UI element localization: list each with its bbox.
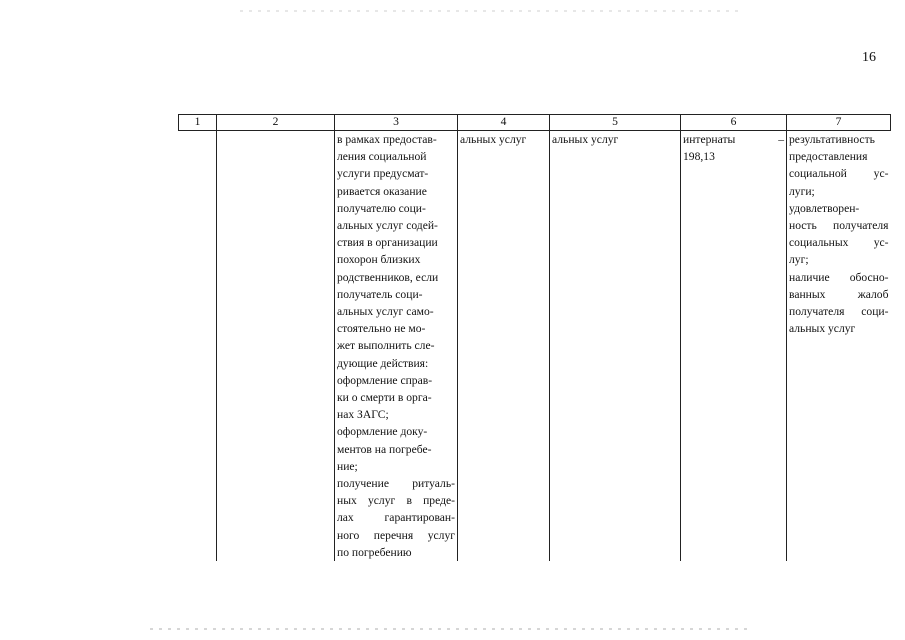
service-description-line: жет выполнить сле- [337, 339, 435, 353]
cell-tariff [681, 131, 787, 562]
service-description-line: в рамках предостав- [337, 133, 437, 146]
service-description-line: дующие действия: [337, 356, 429, 370]
service-description-line: ления социальной [337, 150, 427, 164]
col-header-4: 4 [458, 115, 550, 131]
col-header-7: 7 [787, 115, 891, 131]
tariff-value: 198,13 [683, 150, 715, 164]
service-description-lines [337, 131, 455, 561]
quality-indicator-line: результативность [789, 133, 875, 146]
service-description-line: получение ритуаль- [337, 477, 455, 491]
cell-col-2 [217, 131, 335, 562]
service-description-line: альных услуг само- [337, 305, 434, 319]
service-description-line: нах ЗАГС; [337, 408, 389, 422]
service-description-line: лах гарантирован- [337, 511, 455, 525]
service-description-line: услуги предусмат- [337, 167, 429, 181]
col4-text: альных услуг [460, 133, 527, 146]
service-description-line: ние; [337, 459, 358, 473]
col-header-2: 2 [217, 115, 335, 131]
cell-col-4 [458, 131, 550, 562]
cell-quality-indicators [787, 131, 891, 562]
table-header-row [179, 115, 891, 131]
col-header-6: 6 [681, 115, 787, 131]
quality-indicator-line: ность получателя [789, 219, 889, 233]
scan-artifact-bottom [150, 628, 750, 630]
services-table-grid [178, 114, 891, 561]
service-description-line: ствия в организации [337, 236, 438, 250]
service-description-line: оформление доку- [337, 425, 428, 439]
service-description-line: ных услуг в преде- [337, 494, 455, 508]
service-description-line: стоятельно не мо- [337, 322, 426, 336]
service-description-line: ривается оказание [337, 184, 427, 198]
quality-indicator-line: получателя соци- [789, 305, 889, 319]
scan-artifact-top [240, 10, 740, 12]
cell-col-5 [550, 131, 681, 562]
service-description-line: ки о смерти в орга- [337, 391, 432, 405]
quality-indicator-line: удовлетворен- [789, 201, 860, 215]
service-description-line: получатель соци- [337, 287, 423, 301]
quality-indicator-lines [789, 131, 889, 337]
service-description-line: оформление справ- [337, 373, 433, 387]
quality-indicator-line: альных услуг [789, 322, 856, 336]
tariff-label: интернаты [683, 133, 736, 146]
tariff-dash: – [778, 133, 784, 146]
services-table [178, 114, 890, 561]
col-header-5: 5 [550, 115, 681, 131]
service-description-line: альных услуг содей- [337, 219, 438, 233]
col5-text: альных услуг [552, 133, 619, 146]
cell-service-description [335, 131, 458, 562]
service-description-line: ментов на погребе- [337, 442, 432, 456]
quality-indicator-line: предоставления [789, 150, 868, 164]
quality-indicator-line: луг; [789, 253, 809, 267]
service-description-line: получателю соци- [337, 201, 426, 215]
quality-indicator-line: социальной ус- [789, 167, 889, 181]
quality-indicator-line: ванных жалоб [789, 287, 889, 301]
quality-indicator-line: луги; [789, 184, 815, 198]
service-description-line: похорон близких [337, 253, 421, 267]
service-description-line: ного перечня услуг [337, 528, 455, 542]
tariff-label-row [683, 131, 784, 148]
quality-indicator-line: социальных ус- [789, 236, 889, 250]
service-description-line: по погребению [337, 545, 412, 559]
col-header-1: 1 [179, 115, 217, 131]
table-row [179, 131, 891, 562]
service-description-line: родственников, если [337, 270, 439, 284]
quality-indicator-line: наличие обосно- [789, 270, 889, 284]
col-header-3: 3 [335, 115, 458, 131]
page-number: 16 [862, 50, 876, 65]
cell-col-1 [179, 131, 217, 562]
